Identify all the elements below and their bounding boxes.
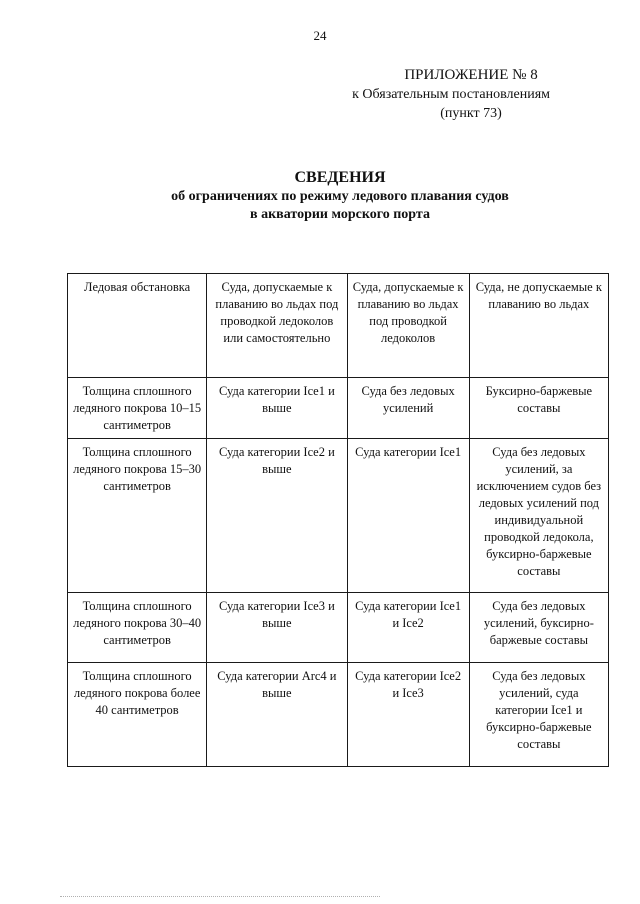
appendix-title: ПРИЛОЖЕНИЕ № 8 <box>404 67 538 83</box>
cell-independent: Суда категории Ice1 и выше <box>207 378 347 439</box>
cell-prohibited: Суда без ледовых усилений, за исключением судов без ледовых усилений под индивидуальной проводкой ледокола, буксирно-баржевые составы <box>469 439 608 593</box>
cell-escorted: Суда категории Ice1 и Ice2 <box>347 593 469 663</box>
document-subtitle-line2: в акватории морского порта <box>250 207 430 222</box>
cell-escorted: Суда категории Ice1 <box>347 439 469 593</box>
cell-condition: Толщина сплошного ледяного покрова 15–30 сантиметров <box>68 439 207 593</box>
cell-condition: Толщина сплошного ледяного покрова более 40 сантиметров <box>68 663 207 767</box>
table-header-row <box>68 274 609 378</box>
cell-escorted: Суда без ледовых усилений <box>347 378 469 439</box>
cell-prohibited: Суда без ледовых усилений, суда категории Ice1 и буксирно-баржевые составы <box>469 663 608 767</box>
header-escorted-vessels: Суда, допускаемые к плаванию во льдах под проводкой ледоколов <box>347 274 469 378</box>
appendix-reference: к Обязательным постановлениям <box>352 87 550 102</box>
table-row <box>68 663 609 767</box>
appendix-clause: (пункт 73) <box>440 106 502 121</box>
table-row <box>68 593 609 663</box>
header-independent-vessels: Суда, допускаемые к плаванию во льдах под проводкой ледоколов или самостоятельно <box>207 274 347 378</box>
document-heading <box>0 168 640 224</box>
table-row <box>68 378 609 439</box>
page-number: 24 <box>313 28 327 43</box>
scan-artifact <box>60 896 380 900</box>
document-subtitle-line1: об ограничениях по режиму ледового плавания судов <box>171 189 509 204</box>
cell-independent: Суда категории Ice2 и выше <box>207 439 347 593</box>
header-ice-conditions: Ледовая обстановка <box>68 274 207 378</box>
table-row <box>68 439 609 593</box>
appendix-block <box>352 66 550 123</box>
cell-independent: Суда категории Ice3 и выше <box>207 593 347 663</box>
cell-prohibited: Буксирно-баржевые составы <box>469 378 608 439</box>
ice-restrictions-table <box>67 273 609 767</box>
header-prohibited-vessels: Суда, не допускаемые к плаванию во льдах <box>469 274 608 378</box>
cell-condition: Толщина сплошного ледяного покрова 30–40 сантиметров <box>68 593 207 663</box>
cell-escorted: Суда категории Ice2 и Ice3 <box>347 663 469 767</box>
cell-condition: Толщина сплошного ледяного покрова 10–15 сантиметров <box>68 378 207 439</box>
document-title: СВЕДЕНИЯ <box>294 169 386 186</box>
cell-independent: Суда категории Arc4 и выше <box>207 663 347 767</box>
cell-prohibited: Суда без ледовых усилений, буксирно-баржевые составы <box>469 593 608 663</box>
